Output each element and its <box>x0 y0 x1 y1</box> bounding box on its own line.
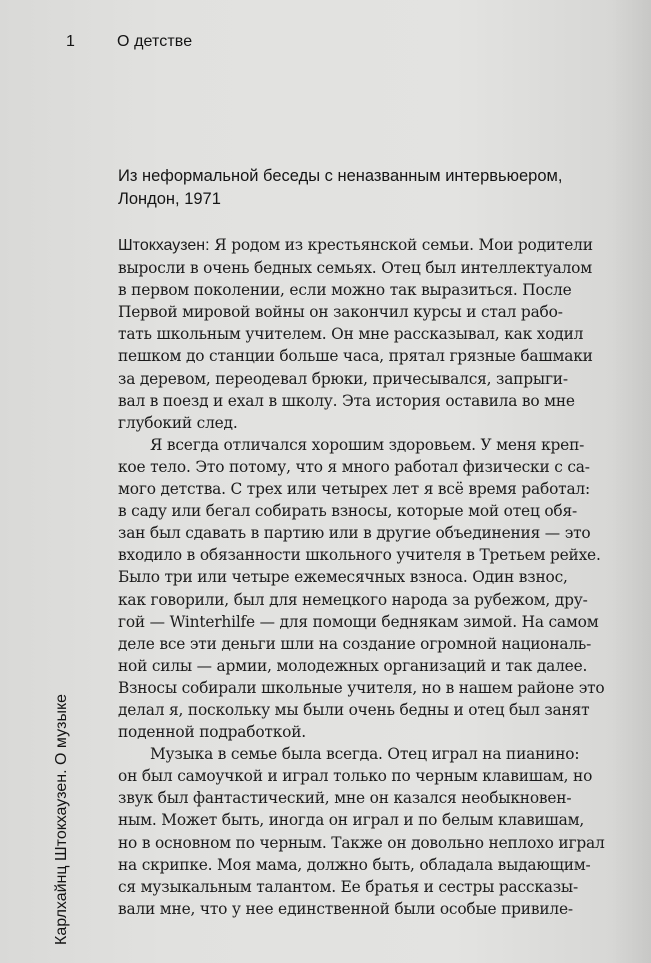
text-line: мого детства. С трех или четырех лет я всё время работал: <box>118 480 590 499</box>
text-line: Первой мировой войны он закончил курсы и стал рабо- <box>118 303 563 322</box>
text-line: ся музыкальным талантом. Ее братья и сестры рассказы- <box>118 877 578 896</box>
text-line: кое тело. Это потому, что я много работал физически с са- <box>118 457 590 476</box>
text-line: Взносы собирали школьные учителя, но в нашем районе это <box>118 678 605 697</box>
paragraph-start-line: Музыка в семье была всегда. Отец играл на пианино: <box>150 745 580 764</box>
text-line: поденной подработкой. <box>118 723 306 742</box>
text-line: вал в поезд и ехал в школу. Эта история оставила во мне <box>118 391 575 410</box>
text-line: входило в обязанности школьного учителя в Третьем рейхе. <box>118 546 601 565</box>
paragraph-start-line: Я всегда отличался хорошим здоровьем. У меня креп- <box>150 435 585 454</box>
text-line-content: Я родом из крестьянской семьи. Мои родители <box>209 236 593 254</box>
text-line: на скрипке. Моя мама, должно быть, обладала выдающим- <box>118 855 591 874</box>
text-line <box>118 234 618 257</box>
text-line: вали мне, что у нее единственной были особые привиле- <box>118 899 573 918</box>
text-line: ным. Может быть, иногда он играл и по белым клавишам, <box>118 811 585 830</box>
text-line: гой — Winterhilfe — для помощи беднякам зимой. На самом <box>118 612 599 631</box>
subtitle-line: Лондон, 1971 <box>118 190 221 208</box>
text-line: выросли в очень бедных семьях. Отец был интеллектуалом <box>118 259 592 278</box>
text-line: в саду или бегал собирать взносы, которые мой отец обя- <box>118 502 577 521</box>
chapter-title: О детстве <box>117 33 193 50</box>
text-line: звук был фантастический, мне он казался необыкновен- <box>118 789 572 808</box>
text-line: Было три или четыре ежемесячных взноса. Один взнос, <box>118 568 568 587</box>
text-line: пешком до станции больше часа, прятал грязные башмаки <box>118 347 593 366</box>
text-line: зан был сдавать в партию или в другие объединения — это <box>118 524 591 543</box>
subtitle-line: Из неформальной беседы с неназванным интервьюером, <box>118 167 563 185</box>
text-line: глубокий след. <box>118 413 238 432</box>
chapter-number: 1 <box>66 33 75 50</box>
text-line: но в основном по черным. Также он довольно неплохо играл <box>118 833 605 852</box>
text-line: за деревом, переодевал брюки, причесывался, запрыги- <box>118 369 568 388</box>
book-spine-title: Карлхайнц Штокхаузен. О музыке <box>53 693 70 945</box>
text-line: деле все эти деньги шли на создание огромной националь- <box>118 634 592 653</box>
text-line: тать школьным учителем. Он мне рассказывал, как ходил <box>118 325 584 344</box>
text-line: как говорили, был для немецкого народа за рубежом, дру- <box>118 590 588 609</box>
section-subtitle <box>118 165 618 211</box>
text-line: делал я, поскольку мы были очень бедны и отец был занят <box>118 700 590 719</box>
body-text <box>118 234 618 920</box>
text-line: в первом поколении, если можно так выразиться. После <box>118 281 572 300</box>
speaker-name: Штокхаузен: <box>118 237 210 254</box>
text-line: он был самоучкой и играл только по черным клавишам, но <box>118 767 593 786</box>
text-line: ной силы — армии, молодежных организаций и так далее. <box>118 656 588 675</box>
